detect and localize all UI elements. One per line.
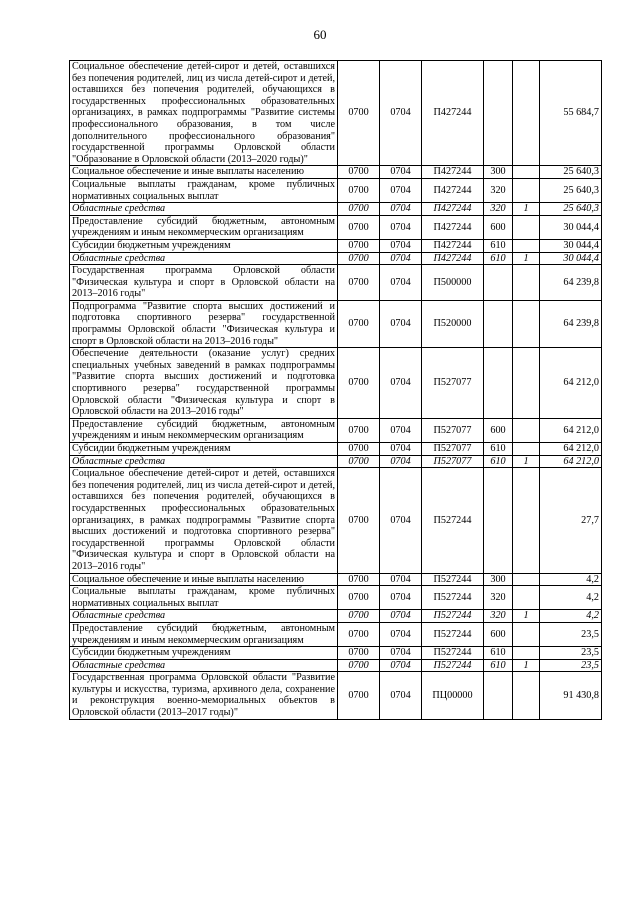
target-article-cell: П527244 [422,468,484,573]
subsection-code-cell: 0704 [380,178,422,202]
section-code-cell: 0700 [338,418,380,442]
row-name-cell: Областные средства [70,659,338,672]
target-article-cell: П527244 [422,610,484,623]
amount-cell: 64 212,0 [540,418,602,442]
subsection-code-cell: 0704 [380,418,422,442]
target-article-cell: П527244 [422,659,484,672]
expense-type-cell: 610 [484,252,513,265]
funding-source-cell [513,166,540,179]
funding-source-cell: 1 [513,610,540,623]
row-name-cell: Предоставление субсидий бюджетным, автономным учреждениям и иным некоммерческим организациям [70,622,338,646]
expense-type-cell: 320 [484,203,513,216]
expense-type-cell: 610 [484,659,513,672]
amount-cell: 27,7 [540,468,602,573]
expense-type-cell [484,468,513,573]
row-name-cell: Подпрограмма "Развитие спорта высших достижений и подготовка спортивного резерва" государственной программы Орловской области "Физическая культура и спорт в Орловской области на 2013–2016 годы" [70,300,338,347]
amount-cell: 30 044,4 [540,252,602,265]
expense-type-cell: 610 [484,455,513,468]
funding-source-cell [513,178,540,202]
row-name-cell: Областные средства [70,610,338,623]
section-code-cell: 0700 [338,203,380,216]
amount-cell: 30 044,4 [540,239,602,252]
row-name-cell: Областные средства [70,252,338,265]
target-article-cell: П427244 [422,203,484,216]
table-row [70,61,602,166]
funding-source-cell [513,265,540,301]
expense-type-cell: 320 [484,610,513,623]
expense-type-cell: 600 [484,418,513,442]
funding-source-cell [513,418,540,442]
table-row [70,659,602,672]
table-row [70,468,602,573]
table-row [70,300,602,347]
expense-type-cell: 300 [484,166,513,179]
row-name-cell: Социальные выплаты гражданам, кроме публичных нормативных социальных выплат [70,586,338,610]
subsection-code-cell: 0704 [380,348,422,419]
amount-cell: 23,5 [540,659,602,672]
subsection-code-cell: 0704 [380,622,422,646]
expense-type-cell: 320 [484,178,513,202]
funding-source-cell [513,573,540,586]
section-code-cell: 0700 [338,622,380,646]
amount-cell: 25 640,3 [540,166,602,179]
page-number: 60 [313,27,327,42]
expense-type-cell: 600 [484,622,513,646]
table-row [70,622,602,646]
expense-type-cell: 610 [484,239,513,252]
funding-source-cell [513,348,540,419]
subsection-code-cell: 0704 [380,468,422,573]
section-code-cell: 0700 [338,215,380,239]
amount-cell: 91 430,8 [540,672,602,719]
section-code-cell: 0700 [338,610,380,623]
table-row [70,203,602,216]
funding-source-cell: 1 [513,252,540,265]
table-row [70,215,602,239]
subsection-code-cell: 0704 [380,252,422,265]
table-row [70,239,602,252]
amount-cell: 25 640,3 [540,203,602,216]
section-code-cell: 0700 [338,647,380,660]
target-article-cell: П527244 [422,573,484,586]
row-name-cell: Субсидии бюджетным учреждениям [70,443,338,456]
row-name-cell: Социальное обеспечение и иные выплаты населению [70,166,338,179]
funding-source-cell: 1 [513,659,540,672]
amount-cell: 23,5 [540,647,602,660]
section-code-cell: 0700 [338,455,380,468]
row-name-cell: Субсидии бюджетным учреждениям [70,239,338,252]
amount-cell: 30 044,4 [540,215,602,239]
section-code-cell: 0700 [338,586,380,610]
section-code-cell: 0700 [338,166,380,179]
subsection-code-cell: 0704 [380,300,422,347]
table-row [70,348,602,419]
subsection-code-cell: 0704 [380,166,422,179]
target-article-cell: П527244 [422,647,484,660]
expense-type-cell [484,348,513,419]
section-code-cell: 0700 [338,300,380,347]
amount-cell: 64 212,0 [540,348,602,419]
funding-source-cell [513,443,540,456]
amount-cell: 25 640,3 [540,178,602,202]
amount-cell: 64 239,8 [540,265,602,301]
target-article-cell: П427244 [422,215,484,239]
row-name-cell: Социальное обеспечение детей-сирот и детей, оставшихся без попечения родителей, лиц из числа детей-сирот и детей, оставшихся без попечения родителей, обучающихся в государственных профессиональных образовательных организациях, в рамках подпрограммы "Развитие спорта высших достижений и подготовка спортивного резерва" государственной программы Орловской области "Физическая культура и спорт в Орловской области на 2013–2016 годы" [70,468,338,573]
funding-source-cell: 1 [513,203,540,216]
row-name-cell: Субсидии бюджетным учреждениям [70,647,338,660]
amount-cell: 23,5 [540,622,602,646]
table-row [70,455,602,468]
subsection-code-cell: 0704 [380,203,422,216]
funding-source-cell [513,215,540,239]
subsection-code-cell: 0704 [380,455,422,468]
expense-type-cell [484,300,513,347]
table-row [70,586,602,610]
row-name-cell: Социальные выплаты гражданам, кроме публичных нормативных социальных выплат [70,178,338,202]
subsection-code-cell: 0704 [380,215,422,239]
table-body [70,61,602,720]
target-article-cell: П527077 [422,418,484,442]
table-row [70,443,602,456]
subsection-code-cell: 0704 [380,586,422,610]
row-name-cell: Предоставление субсидий бюджетным, автономным учреждениям и иным некоммерческим организациям [70,215,338,239]
funding-source-cell [513,672,540,719]
table-row [70,178,602,202]
funding-source-cell [513,468,540,573]
target-article-cell: П500000 [422,265,484,301]
target-article-cell: П427244 [422,178,484,202]
table-row [70,418,602,442]
subsection-code-cell: 0704 [380,672,422,719]
expense-type-cell [484,672,513,719]
target-article-cell: П427244 [422,61,484,166]
table-row [70,573,602,586]
funding-source-cell [513,300,540,347]
funding-source-cell: 1 [513,455,540,468]
target-article-cell: П527244 [422,622,484,646]
subsection-code-cell: 0704 [380,647,422,660]
table-row [70,166,602,179]
table-row [70,672,602,719]
section-code-cell: 0700 [338,672,380,719]
row-name-cell: Областные средства [70,455,338,468]
funding-source-cell [513,647,540,660]
section-code-cell: 0700 [338,61,380,166]
target-article-cell: П520000 [422,300,484,347]
expense-type-cell: 320 [484,586,513,610]
section-code-cell: 0700 [338,265,380,301]
expense-type-cell: 610 [484,647,513,660]
amount-cell: 64 212,0 [540,443,602,456]
subsection-code-cell: 0704 [380,265,422,301]
target-article-cell: П427244 [422,166,484,179]
subsection-code-cell: 0704 [380,443,422,456]
subsection-code-cell: 0704 [380,573,422,586]
amount-cell: 64 212,0 [540,455,602,468]
expense-type-cell: 600 [484,215,513,239]
target-article-cell: П527077 [422,443,484,456]
row-name-cell: Областные средства [70,203,338,216]
row-name-cell: Социальное обеспечение детей-сирот и детей, оставшихся без попечения родителей, лиц из числа детей-сирот и детей, оставшихся без попечения родителей, обучающихся в государственных профессиональных образовательных организациях, в рамках подпрограммы "Развитие системы профессионального образования, в том числе дополнительного профессионального образования" государственной программы Орловской области "Образование в Орловской области (2013–2020 годы)" [70,61,338,166]
target-article-cell: П527244 [422,586,484,610]
amount-cell: 4,2 [540,610,602,623]
expense-type-cell: 610 [484,443,513,456]
target-article-cell: П427244 [422,252,484,265]
row-name-cell: Государственная программа Орловской области "Физическая культура и спорт в Орловской области на 2013–2016 годы" [70,265,338,301]
row-name-cell: Социальное обеспечение и иные выплаты населению [70,573,338,586]
target-article-cell: П527077 [422,348,484,419]
section-code-cell: 0700 [338,573,380,586]
section-code-cell: 0700 [338,348,380,419]
section-code-cell: 0700 [338,252,380,265]
target-article-cell: ПЦ00000 [422,672,484,719]
section-code-cell: 0700 [338,659,380,672]
table-row [70,265,602,301]
expense-type-cell [484,61,513,166]
section-code-cell: 0700 [338,443,380,456]
table-row [70,252,602,265]
amount-cell: 4,2 [540,573,602,586]
section-code-cell: 0700 [338,468,380,573]
row-name-cell: Государственная программа Орловской области "Развитие культуры и искусства, туризма, архивного дела, сохранение и реконструкция военно-мемориальных объектов в Орловской области (2013–2017 годы)" [70,672,338,719]
subsection-code-cell: 0704 [380,610,422,623]
funding-source-cell [513,586,540,610]
target-article-cell: П427244 [422,239,484,252]
table-row [70,610,602,623]
subsection-code-cell: 0704 [380,659,422,672]
funding-source-cell [513,61,540,166]
row-name-cell: Предоставление субсидий бюджетным, автономным учреждениям и иным некоммерческим организациям [70,418,338,442]
expense-type-cell: 300 [484,573,513,586]
section-code-cell: 0700 [338,178,380,202]
amount-cell: 55 684,7 [540,61,602,166]
table-row [70,647,602,660]
section-code-cell: 0700 [338,239,380,252]
budget-table [69,60,602,720]
funding-source-cell [513,239,540,252]
target-article-cell: П527077 [422,455,484,468]
subsection-code-cell: 0704 [380,239,422,252]
amount-cell: 4,2 [540,586,602,610]
expense-type-cell [484,265,513,301]
subsection-code-cell: 0704 [380,61,422,166]
funding-source-cell [513,622,540,646]
amount-cell: 64 239,8 [540,300,602,347]
row-name-cell: Обеспечение деятельности (оказание услуг) средних специальных учебных заведений в рамках подпрограммы "Развитие спорта высших достижений и подготовка спортивного резерва" государственной программы Орловской области "Физическая культура и спорт в Орловской области на 2013–2016 годы" [70,348,338,419]
